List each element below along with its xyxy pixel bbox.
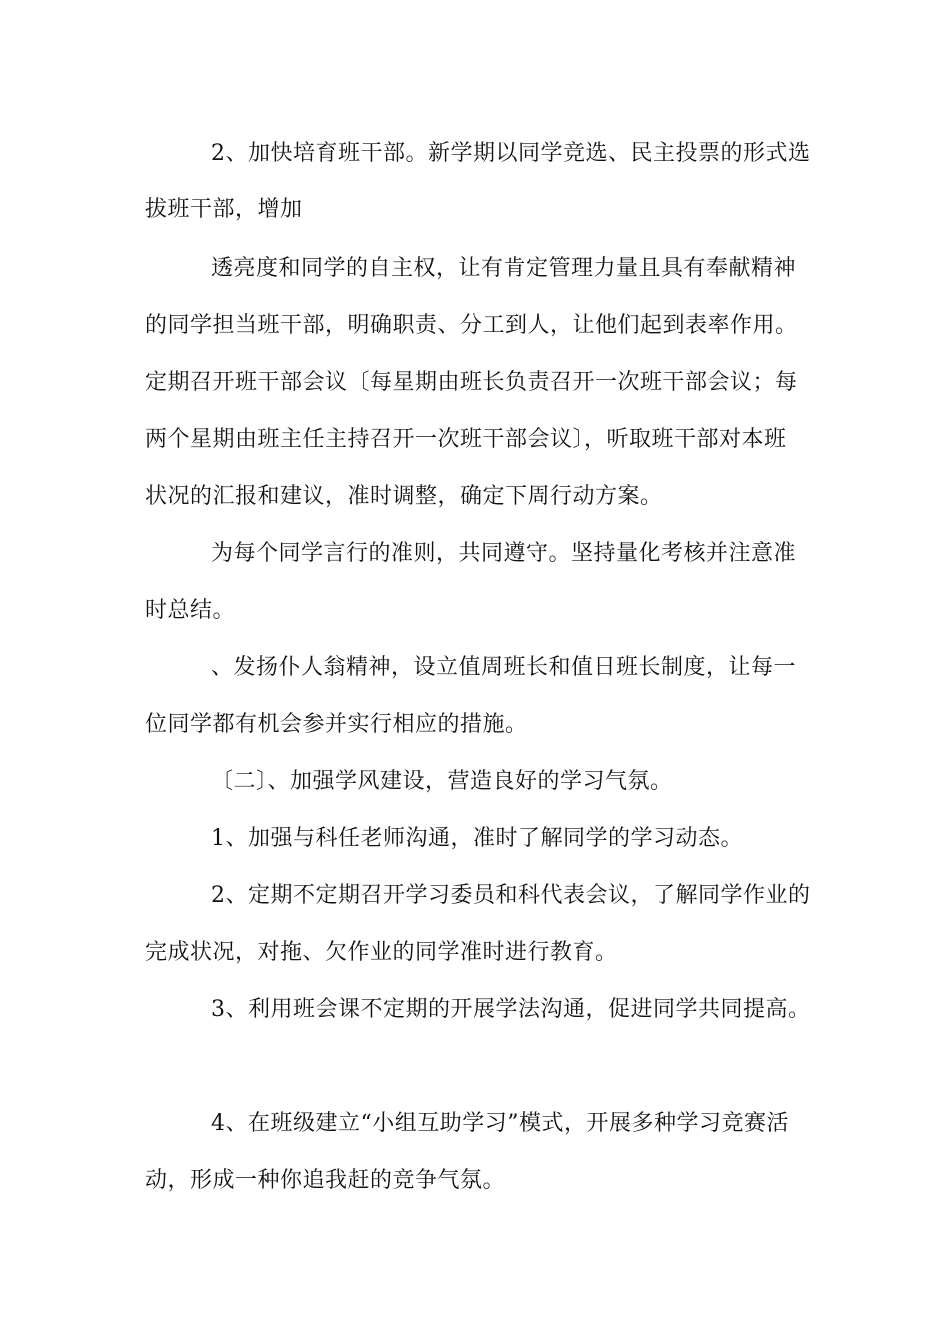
text-line: 1、加强与科任老师沟通，准时了解同学的学习动态。 — [211, 826, 743, 851]
text-line: 定期召开班干部会议〔每星期由班长负责召开一次班干部会议；每 — [145, 370, 798, 395]
section-heading: 〔二〕、加强学风建设，营造良好的学习气氛。 — [211, 769, 673, 794]
text-line: 完成状况，对拖、欠作业的同学准时进行教育。 — [145, 940, 618, 965]
text-line: 透亮度和同学的自主权，让有肯定管理力量且具有奉献精神 — [211, 256, 797, 281]
text-line: 状况的汇报和建议，准时调整，确定下周行动方案。 — [145, 484, 663, 509]
text-line: 位同学都有机会参并实行相应的措施。 — [145, 712, 528, 737]
text-line: 两个星期由班主任主持召开一次班干部会议〕，听取班干部对本班 — [145, 427, 787, 452]
text-line: 3、利用班会课不定期的开展学法沟通，促进同学共同提高。 — [211, 997, 811, 1022]
text-line: 的同学担当班干部，明确职责、分工到人，让他们起到表率作用。 — [145, 313, 798, 338]
text-line: 动，形成一种你追我赶的竞争气氛。 — [145, 1168, 506, 1193]
text-line: 、发扬仆人翁精神，设立值周班长和值日班长制度，让每一 — [211, 655, 797, 680]
text-line: 4、在班级建立“小组互助学习”模式，开展多种学习竞赛活 — [211, 1111, 789, 1136]
text-line: 拔班干部，增加 — [145, 197, 303, 222]
text-line: 为每个同学言行的准则，共同遵守。坚持量化考核并注意准 — [211, 541, 797, 566]
text-line: 2、加快培育班干部。新学期以同学竞选、民主投票的形式选 — [211, 141, 811, 166]
text-line: 2、定期不定期召开学习委员和科代表会议，了解同学作业的 — [211, 883, 811, 908]
text-line: 时总结。 — [145, 598, 236, 623]
